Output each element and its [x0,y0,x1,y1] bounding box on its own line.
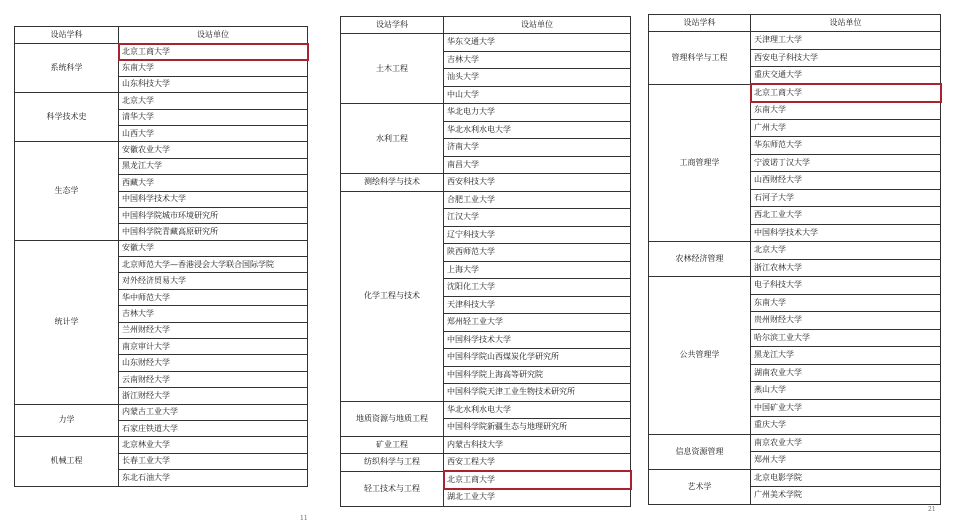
unit-cell: 中国科学技术大学 [444,331,631,349]
table-row [649,32,941,50]
unit-cell: 江汉大学 [444,209,631,227]
table-row [341,191,631,209]
unit-cell: 济南大学 [444,139,631,157]
document-page-2 [340,16,630,507]
subject-cell: 科学技术史 [15,93,119,142]
unit-cell: 合肥工业大学 [444,191,631,209]
header-subject: 设站学科 [341,17,444,34]
header-subject: 设站学科 [649,15,751,32]
unit-cell: 电子科技大学 [751,277,941,295]
header-unit: 设站单位 [119,27,308,44]
table-row [341,401,631,419]
unit-cell: 陕西师范大学 [444,244,631,262]
unit-cell: 中国科学技术大学 [751,224,941,242]
subject-cell: 化学工程与技术 [341,191,444,401]
table-row [341,104,631,122]
table-row [341,34,631,52]
unit-cell: 西藏大学 [119,175,308,191]
subject-cell: 测绘科学与技术 [341,174,444,192]
unit-cell: 中国矿业大学 [751,399,941,417]
unit-cell: 吉林大学 [119,306,308,322]
unit-cell: 南京审计大学 [119,339,308,355]
subject-cell: 信息资源管理 [649,434,751,469]
unit-cell: 山东财经大学 [119,355,308,371]
unit-cell: 燕山大学 [751,382,941,400]
unit-cell: 云南财经大学 [119,371,308,387]
unit-cell: 西安工程大学 [444,454,631,472]
unit-cell: 中国科学院城市环境研究所 [119,207,308,223]
header-unit: 设站单位 [751,15,941,32]
document-page-1 [14,26,307,487]
table-row [341,471,631,489]
unit-cell: 华东师范大学 [751,137,941,155]
unit-cell: 西安电子科技大学 [751,49,941,67]
unit-cell: 山西财经大学 [751,172,941,190]
unit-cell: 石家庄铁道大学 [119,420,308,436]
unit-cell: 中国科学院新疆生态与地理研究所 [444,419,631,437]
unit-cell: 中国科学院天津工业生物技术研究所 [444,384,631,402]
unit-cell: 黑龙江大学 [751,347,941,365]
highlighted-unit-cell: 北京工商大学 [444,471,631,489]
unit-cell: 南京农业大学 [751,434,941,452]
subject-cell: 机械工程 [15,437,119,486]
subject-cell: 矿业工程 [341,436,444,454]
unit-cell: 汕头大学 [444,69,631,87]
unit-cell: 东南大学 [119,60,308,76]
unit-cell: 东南大学 [751,294,941,312]
subject-cell: 力学 [15,404,119,437]
table-row [15,93,308,109]
unit-cell: 中国科学院山西煤炭化学研究所 [444,349,631,367]
unit-cell: 贵州财经大学 [751,312,941,330]
table-row [341,174,631,192]
unit-cell: 北京电影学院 [751,469,941,487]
subject-cell: 统计学 [15,240,119,404]
unit-cell: 吉林大学 [444,51,631,69]
highlighted-unit-cell: 北京工商大学 [751,84,941,102]
unit-cell: 华北电力大学 [444,104,631,122]
subject-cell: 水利工程 [341,104,444,174]
unit-cell: 宁波诺丁汉大学 [751,154,941,172]
unit-cell: 浙江财经大学 [119,388,308,404]
unit-cell: 广州大学 [751,119,941,137]
document-page-3 [648,14,940,505]
unit-cell: 广州美术学院 [751,487,941,505]
subject-cell: 艺术学 [649,469,751,504]
table-row [649,469,941,487]
unit-cell: 山西大学 [119,125,308,141]
subject-cell: 纺织科学与工程 [341,454,444,472]
table-row [341,436,631,454]
table-row [649,277,941,295]
unit-cell: 哈尔滨工业大学 [751,329,941,347]
subject-cell: 轻工技术与工程 [341,471,444,506]
header-subject: 设站学科 [15,27,119,44]
unit-cell: 中国科学技术大学 [119,191,308,207]
subject-cell: 公共管理学 [649,277,751,435]
unit-cell: 黑龙江大学 [119,158,308,174]
page-number: 21 [928,506,936,513]
unit-cell: 华东交通大学 [444,34,631,52]
unit-cell: 上海大学 [444,261,631,279]
unit-cell: 西北工业大学 [751,207,941,225]
unit-cell: 安徽农业大学 [119,142,308,158]
unit-cell: 浙江农林大学 [751,259,941,277]
header-unit: 设站单位 [444,17,631,34]
unit-cell: 东北石油大学 [119,470,308,486]
unit-cell: 兰州财经大学 [119,322,308,338]
unit-cell: 辽宁科技大学 [444,226,631,244]
unit-cell: 天津理工大学 [751,32,941,50]
unit-cell: 安徽大学 [119,240,308,256]
subject-cell: 管理科学与工程 [649,32,751,85]
unit-cell: 内蒙古科技大学 [444,436,631,454]
unit-cell: 华北水利水电大学 [444,401,631,419]
highlighted-unit-cell: 北京工商大学 [119,44,308,60]
unit-cell: 华中师范大学 [119,289,308,305]
unit-cell: 华北水利水电大学 [444,121,631,139]
unit-cell: 中国科学院上海高等研究院 [444,366,631,384]
unit-cell: 郑州大学 [751,452,941,470]
unit-cell: 沈阳化工大学 [444,279,631,297]
table-row [15,404,308,420]
table-row [15,240,308,256]
unit-cell: 石河子大学 [751,189,941,207]
unit-cell: 北京大学 [119,93,308,109]
unit-cell: 东南大学 [751,102,941,120]
station-table [340,16,631,507]
unit-cell: 湖北工业大学 [444,489,631,507]
unit-cell: 郑州轻工业大学 [444,314,631,332]
subject-cell: 系统科学 [15,44,119,93]
table-row [15,437,308,453]
subject-cell: 土木工程 [341,34,444,104]
unit-cell: 西安科技大学 [444,174,631,192]
unit-cell: 清华大学 [119,109,308,125]
unit-cell: 北京大学 [751,242,941,260]
subject-cell: 生态学 [15,142,119,240]
unit-cell: 北京师范大学—香港浸会大学联合国际学院 [119,257,308,273]
unit-cell: 重庆大学 [751,417,941,435]
station-table [648,14,941,505]
unit-cell: 南昌大学 [444,156,631,174]
table-row [15,142,308,158]
unit-cell: 湖南农业大学 [751,364,941,382]
table-row [15,44,308,60]
subject-cell: 地质资源与地质工程 [341,401,444,436]
station-table [14,26,308,487]
table-row [649,434,941,452]
unit-cell: 重庆交通大学 [751,67,941,85]
subject-cell: 农林经济管理 [649,242,751,277]
unit-cell: 中国科学院青藏高原研究所 [119,224,308,240]
unit-cell: 北京林业大学 [119,437,308,453]
unit-cell: 山东科技大学 [119,76,308,92]
unit-cell: 内蒙古工业大学 [119,404,308,420]
page-number: 11 [300,515,308,522]
table-row [649,242,941,260]
table-row [649,84,941,102]
subject-cell: 工商管理学 [649,84,751,242]
unit-cell: 中山大学 [444,86,631,104]
unit-cell: 天津科技大学 [444,296,631,314]
table-row [341,454,631,472]
unit-cell: 对外经济贸易大学 [119,273,308,289]
unit-cell: 长春工业大学 [119,453,308,469]
